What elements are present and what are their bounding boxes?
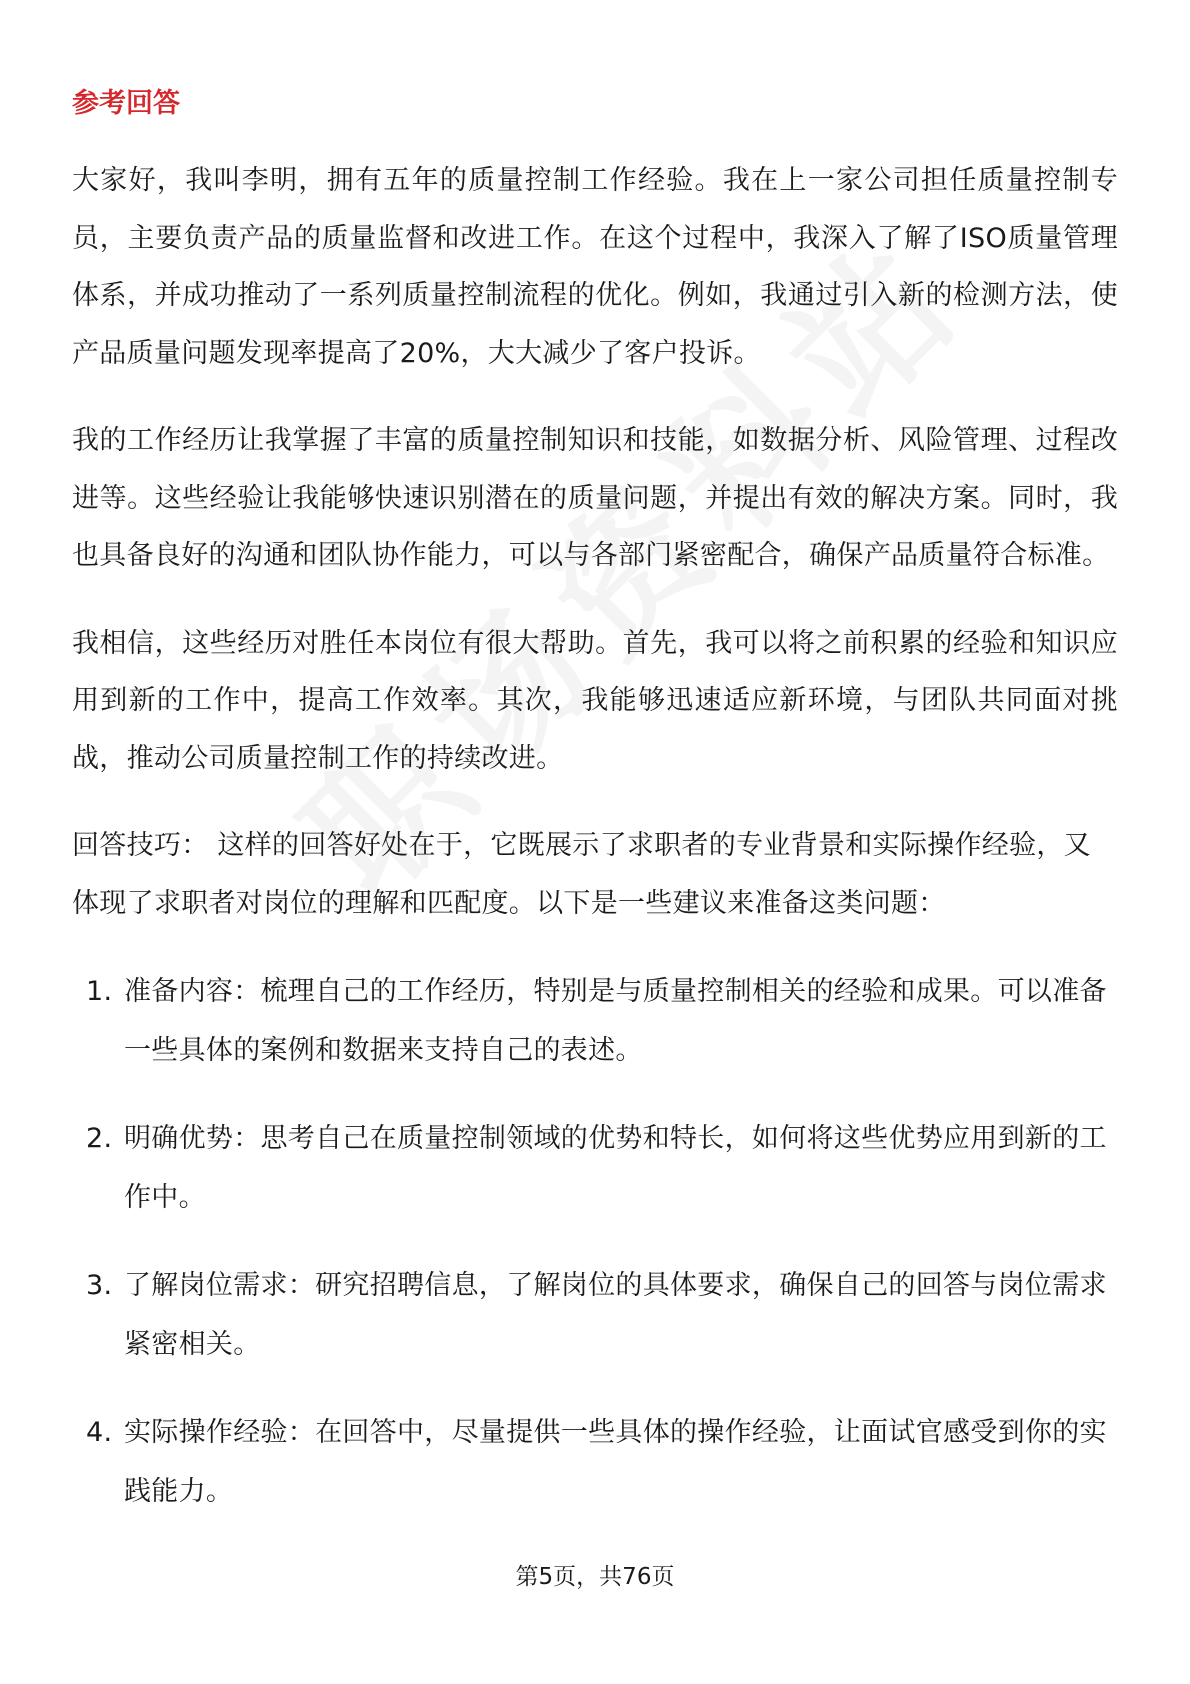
page-footer: 第5页，共76页: [515, 1564, 675, 1590]
list-text: 明确优势：思考自己在质量控制领域的优势和特长，如何将这些优势应用到新的工作中。: [124, 1123, 1107, 1213]
list-item: [72, 1403, 1118, 1521]
tips-paragraph: 回答技巧： 这样的回答好处在于，它既展示了求职者的专业背景和实际操作经验，又体现了求职者对岗位的理解和匹配度。以下是一些建议来准备这类问题：: [72, 830, 1091, 919]
paragraph-1: 大家好，我叫李明，拥有五年的质量控制工作经验。我在上一家公司担任质量控制专员，主要负责产品的质量监督和改进工作。在这个过程中，我深入了解了ISO质量管理体系，并成功推动了一系列质量控制流程的优化。例如，我通过引入新的检测方法，使产品质量问题发现率提高了20%，大大减少了客户投诉。: [72, 165, 1118, 369]
document-page: [72, 84, 1118, 1550]
paragraph-3: 我相信，这些经历对胜任本岗位有很大帮助。首先，我可以将之前积累的经验和知识应用到新的工作中，提高工作效率。其次，我能够迅速适应新环境，与团队共同面对挑战，推动公司质量控制工作的持续改进。: [72, 627, 1118, 774]
list-item: [72, 1109, 1118, 1227]
list-number: 3.: [86, 1270, 113, 1301]
list-item: [72, 962, 1118, 1080]
list-text: 准备内容：梳理自己的工作经历，特别是与质量控制相关的经验和成果。可以准备一些具体的案例和数据来支持自己的表述。: [124, 976, 1107, 1066]
list-number: 1.: [86, 976, 113, 1007]
section-title: 参考回答: [72, 88, 180, 119]
list-number: 2.: [86, 1123, 113, 1154]
list-number: 4.: [86, 1417, 113, 1448]
tips-list: [72, 962, 1118, 1521]
list-text: 了解岗位需求：研究招聘信息，了解岗位的具体要求，确保自己的回答与岗位需求紧密相关。: [124, 1270, 1107, 1360]
list-text: 实际操作经验：在回答中，尽量提供一些具体的操作经验，让面试官感受到你的实践能力。: [124, 1417, 1107, 1507]
list-item: [72, 1256, 1118, 1374]
paragraph-2: 我的工作经历让我掌握了丰富的质量控制知识和技能，如数据分析、风险管理、过程改进等。这些经验让我能够快速识别潜在的质量问题，并提出有效的解决方案。同时，我也具备良好的沟通和团队协作能力，可以与各部门紧密配合，确保产品质量符合标准。: [72, 425, 1118, 571]
